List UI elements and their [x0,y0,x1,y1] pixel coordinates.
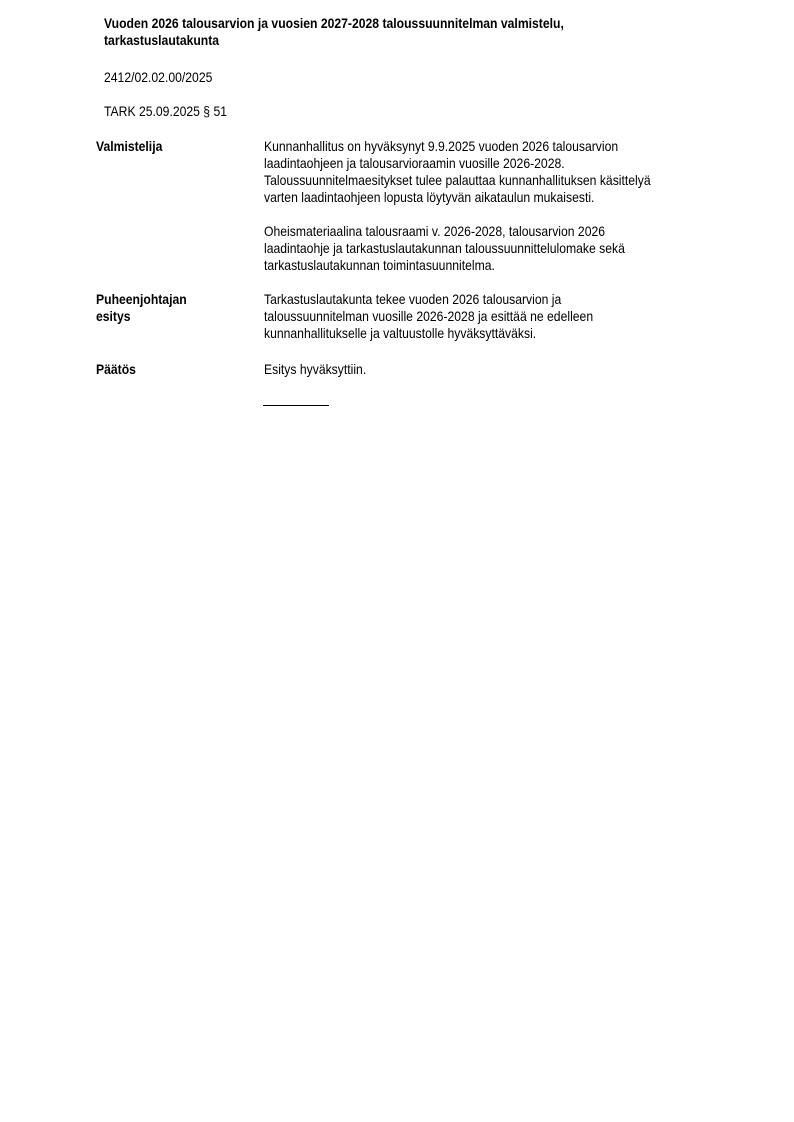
section-label-line: esitys [96,308,131,324]
paragraph [264,138,756,206]
paragraph-line: laadintaohje ja tarkastuslautakunnan taloussuunnittelulomake sekä [264,240,625,256]
signature-line [263,405,329,406]
paragraph [264,361,756,378]
section-puheenjohtajan-esitys [96,291,756,342]
section-body [264,138,756,274]
section-label-line: Puheenjohtajan [96,291,187,307]
section-body [264,291,756,342]
section-paatos [96,361,756,406]
case-number [104,69,756,86]
paragraph-line: Esitys hyväksyttiin. [264,361,367,377]
paragraph-line: Taloussuunnitelmaesitykset tulee palauttaa kunnanhallituksen käsittelyä [264,172,651,188]
paragraph-line: laadintaohjeen ja talousarvioraamin vuosille 2026-2028. [264,155,565,171]
paragraph-line: Tarkastuslautakunta tekee vuoden 2026 talousarvion ja [264,291,562,307]
document-title-line: Vuoden 2026 talousarvion ja vuosien 2027-2028 taloussuunnitelman valmistelu, [104,15,564,31]
paragraph-line: kunnanhallitukselle ja valtuustolle hyväksyttäväksi. [264,325,537,341]
paragraph-line: Oheismateriaalina talousraami v. 2026-2028, talousarvion 2026 [264,223,606,239]
section-body [264,361,756,406]
paragraph [264,223,756,274]
paragraph-line: taloussuunnitelman vuosille 2026-2028 ja esittää ne edelleen [264,308,594,324]
section-valmistelija [96,138,756,274]
section-label-line: Valmistelija [96,138,163,154]
paragraph-line: tarkastuslautakunnan toimintasuunnitelma. [264,257,495,273]
meeting-reference [104,103,756,120]
document-title [104,15,756,49]
case-number-text: 2412/02.02.00/2025 [104,69,213,85]
paragraph-line: Kunnanhallitus on hyväksynyt 9.9.2025 vuoden 2026 talousarvion [264,138,619,154]
section-label-valmistelija [96,138,264,155]
document-title-line: tarkastuslautakunta [104,32,220,48]
meeting-reference-text: TARK 25.09.2025 § 51 [104,103,228,119]
paragraph-line: varten laadintaohjeen lopusta löytyvän aikataulun mukaisesti. [264,189,595,205]
paragraph [264,291,756,342]
document-content [96,15,756,406]
section-label-puheenjohtajan-esitys [96,291,264,325]
section-label-paatos [96,361,264,378]
section-label-line: Päätös [96,361,136,377]
